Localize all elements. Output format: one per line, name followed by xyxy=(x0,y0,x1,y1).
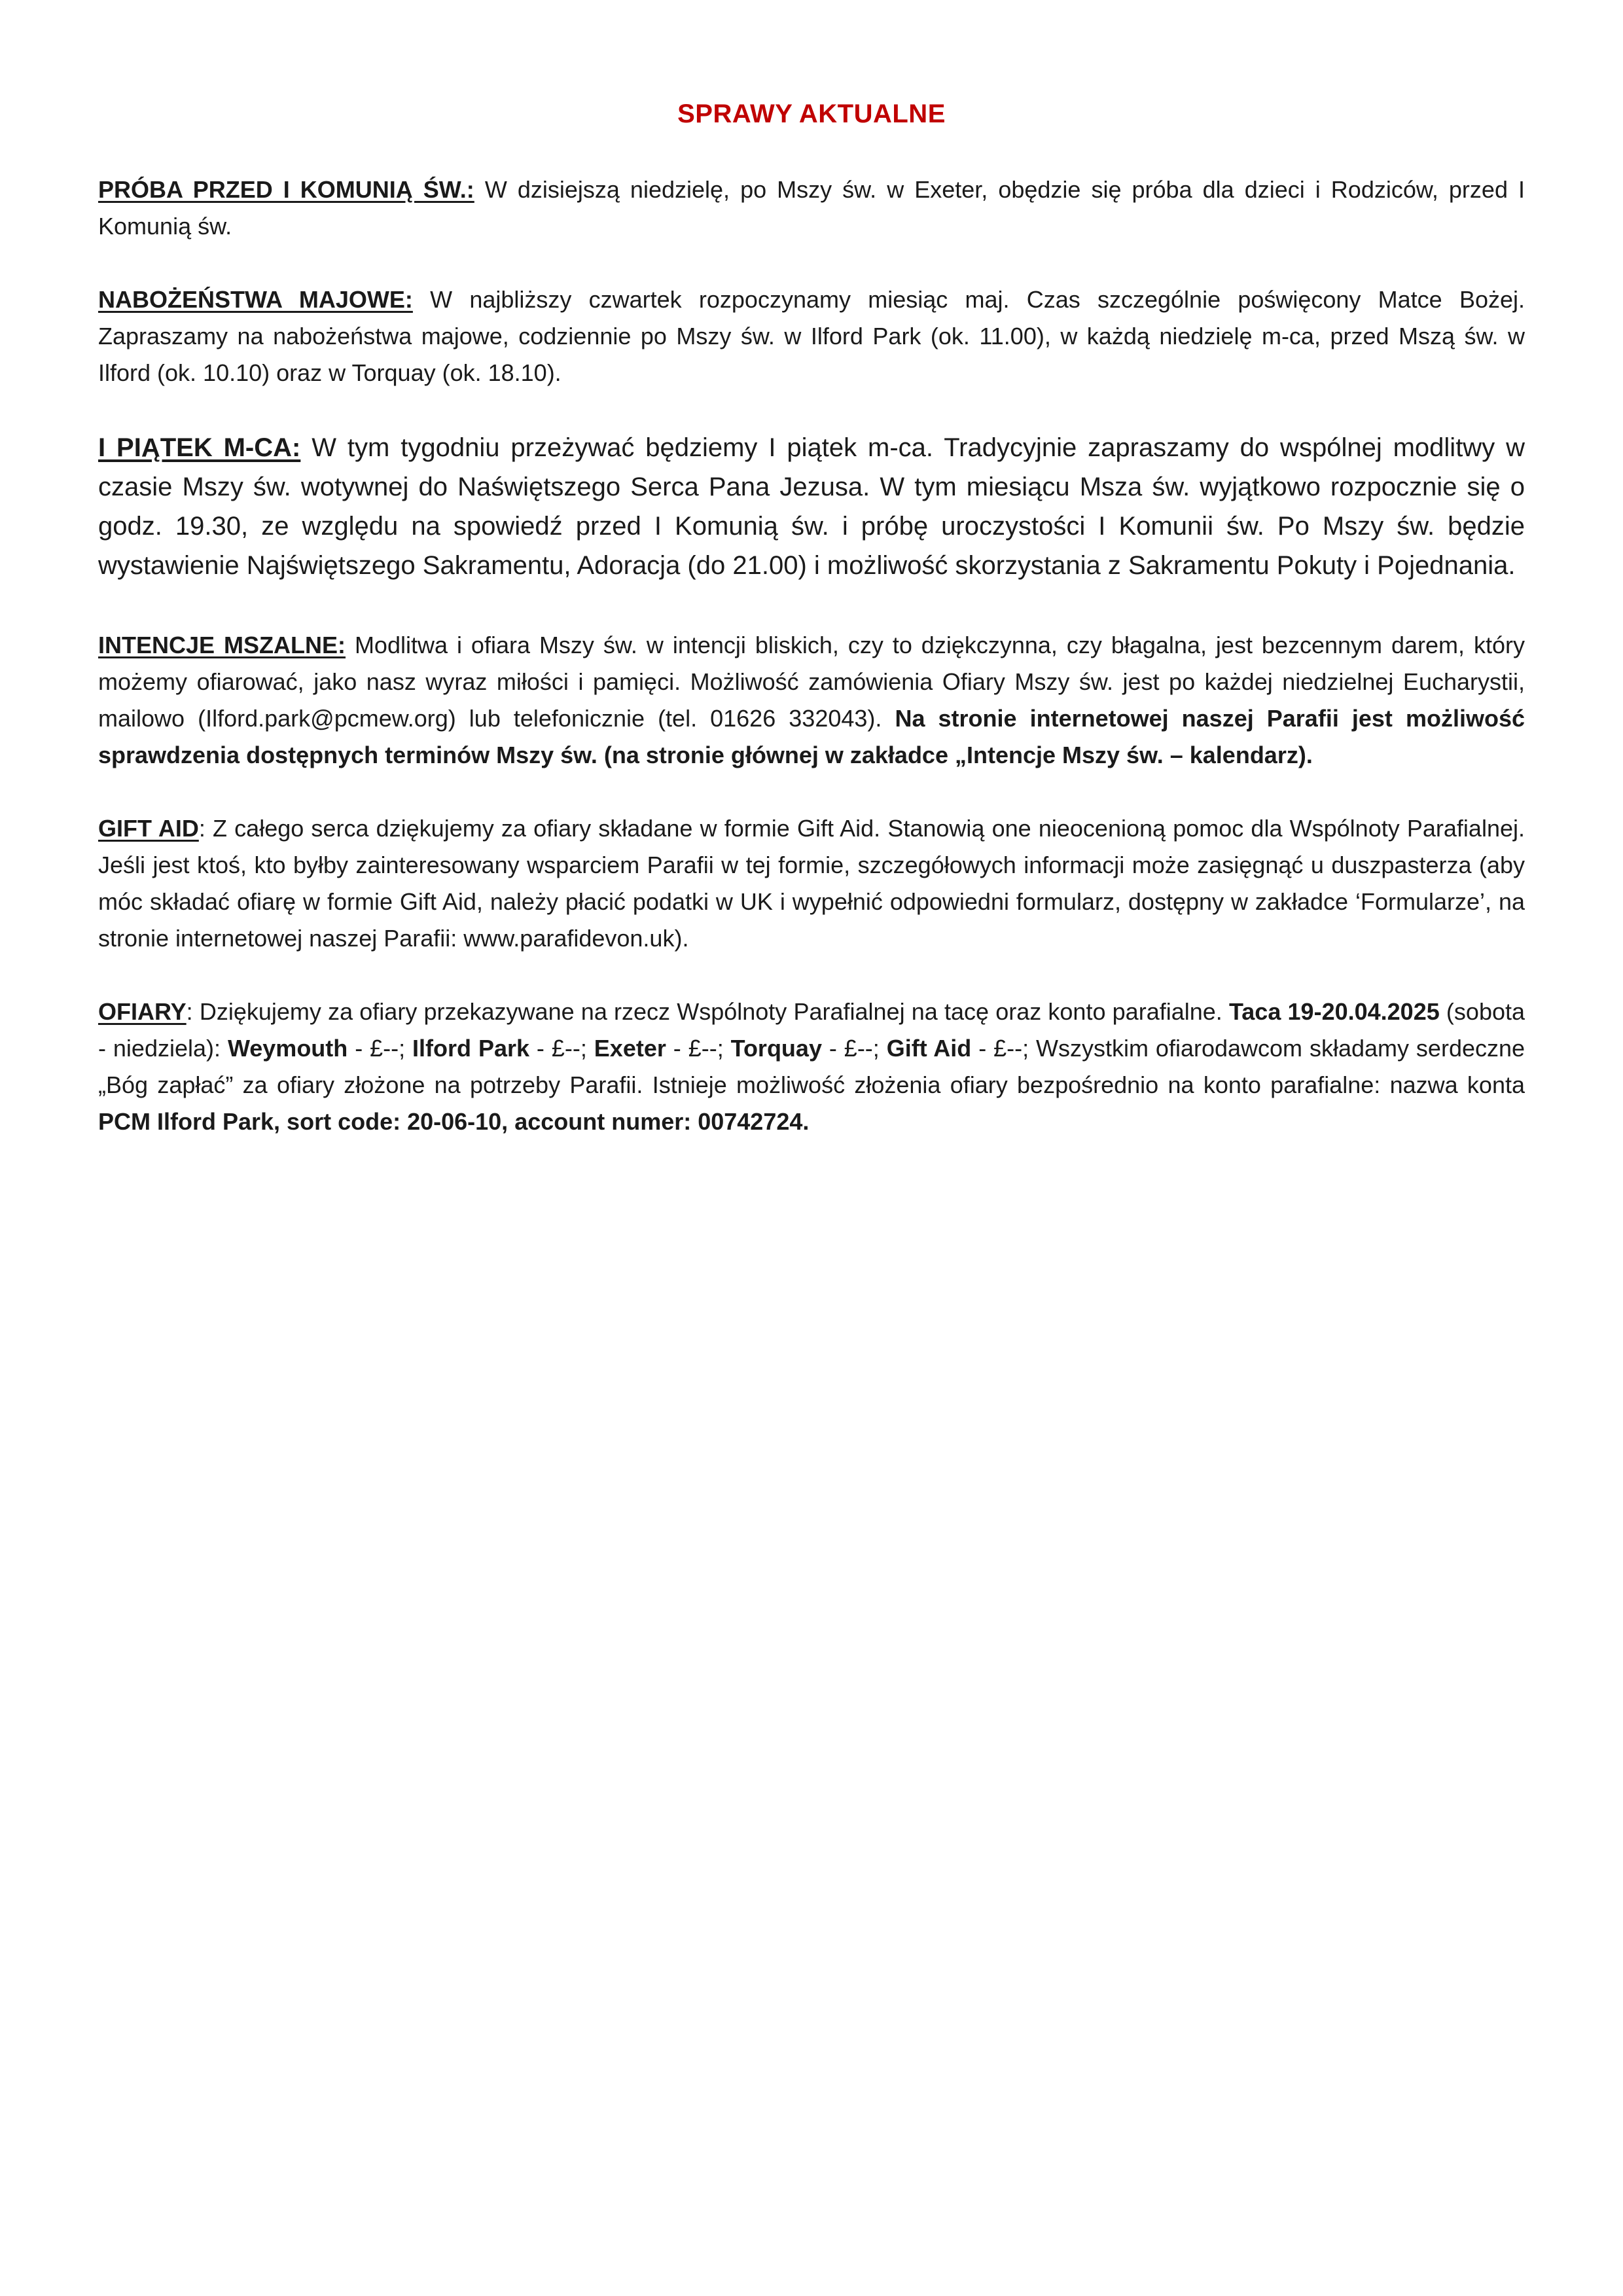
location-torquay: Torquay xyxy=(730,1035,822,1062)
section-text: W najbliższy czwartek rozpoczynamy miesiąc maj. Czas szczególnie poświęcony Matce Bożej. Zapraszamy na nabożeństwa majowe, codziennie po Mszy św. w Ilford Park (ok. 11.00), w każdą niedzielę m-ca, przed Mszą św. w Ilford (ok. 10.10) oraz w Torquay (ok. 18.10). xyxy=(98,286,1525,386)
section-heading: NABOŻEŃSTWA MAJOWE: xyxy=(98,286,413,313)
section-text: - £--; xyxy=(666,1035,731,1062)
account-details: PCM Ilford Park, sort code: 20-06-10, account numer: 00742724. xyxy=(98,1108,810,1135)
section-text: - £--; xyxy=(821,1035,887,1062)
section-text: : Z całego serca dziękujemy za ofiary składane w formie Gift Aid. Stanowią one nieocenioną pomoc dla Wspólnoty Parafialnej. Jeśli jest ktoś, kto byłby zainteresowany wsparciem Parafii w tej formie, szczegółowych informacji może zasięgnąć u duszpasterza (aby móc składać ofiarę w formie Gift Aid, należy płacić podatki w UK i wypełnić odpowiedni formularz, dostępny w zakładce ‘Formularze’, na stronie internetowej naszej Parafii: www.parafidevon.uk). xyxy=(98,815,1525,952)
section-text: - £--; xyxy=(529,1035,594,1062)
section-piatek xyxy=(98,428,1525,585)
section-bold-text: Na stronie internetowej naszej Parafii jest możliwość sprawdzenia dostępnych terminów Mszy św. (na stronie głównej w zakładce „Intencje Mszy św. – kalendarz). xyxy=(98,705,1525,768)
section-majowe xyxy=(98,281,1525,391)
location-weymouth: Weymouth xyxy=(227,1035,348,1062)
section-heading: OFIARY xyxy=(98,998,187,1025)
section-text: (sobota - niedziela): xyxy=(98,998,1525,1062)
section-heading: I PIĄTEK M-CA: xyxy=(98,433,301,462)
page-title: SPRAWY AKTUALNE xyxy=(677,99,946,128)
section-heading: GIFT AID xyxy=(98,815,199,842)
section-text: Modlitwa i ofiara Mszy św. w intencji bliskich, czy to dziękczynna, czy błagalna, jest bezcennym darem, który możemy ofiarować, jako nasz wyraz miłości i pamięci. Możliwość zamówienia Ofiary Mszy św. jest po każdej niedzielnej Eucharystii, mailowo (Ilford.park@pcmew.org) lub telefonicznie (tel. 01626 332043). xyxy=(98,632,1525,732)
section-text: - £--; xyxy=(348,1035,413,1062)
section-text: - £--; Wszystkim ofiarodawcom składamy serdeczne „Bóg zapłać” za ofiary złożone na potrzeby Parafii. Istnieje możliwość złożenia ofiary bezpośrednio na konto parafialne: nazwa konta xyxy=(98,1035,1525,1098)
location-ilford-park: Ilford Park xyxy=(412,1035,530,1062)
section-heading: PRÓBA PRZED I KOMUNIĄ ŚW.: xyxy=(98,176,474,203)
section-text: W dzisiejszą niedzielę, po Mszy św. w Exeter, obędzie się próba dla dzieci i Rodziców, przed I Komunią św. xyxy=(98,176,1525,240)
section-text: W tym tygodniu przeżywać będziemy I piątek m-ca. Tradycyjnie zapraszamy do wspólnej modlitwy w czasie Mszy św. wotywnej do Naświętszego Serca Pana Jezusa. W tym miesiącu Msza św. wyjątkowo rozpocznie się o godz. 19.30, ze względu na spowiedź przed I Komunią św. i próbę uroczystości I Komunii św. Po Mszy św. będzie wystawienie Najświętszego Sakramentu, Adoracja (do 21.00) i możliwość skorzystania z Sakramentu Pokuty i Pojednania. xyxy=(98,433,1525,580)
location-exeter: Exeter xyxy=(594,1035,666,1062)
gift-aid-label: Gift Aid xyxy=(886,1035,972,1062)
section-proba xyxy=(98,171,1525,245)
taca-date: Taca 19-20.04.2025 xyxy=(1228,998,1440,1025)
section-giftaid xyxy=(98,810,1525,957)
section-ofiary xyxy=(98,994,1525,1140)
section-heading: INTENCJE MSZALNE: xyxy=(98,632,346,658)
document-page xyxy=(98,98,1525,1177)
section-intencje xyxy=(98,627,1525,774)
section-text: : Dziękujemy za ofiary przekazywane na rzecz Wspólnoty Parafialnej na tacę oraz konto parafialne. xyxy=(186,998,1229,1025)
